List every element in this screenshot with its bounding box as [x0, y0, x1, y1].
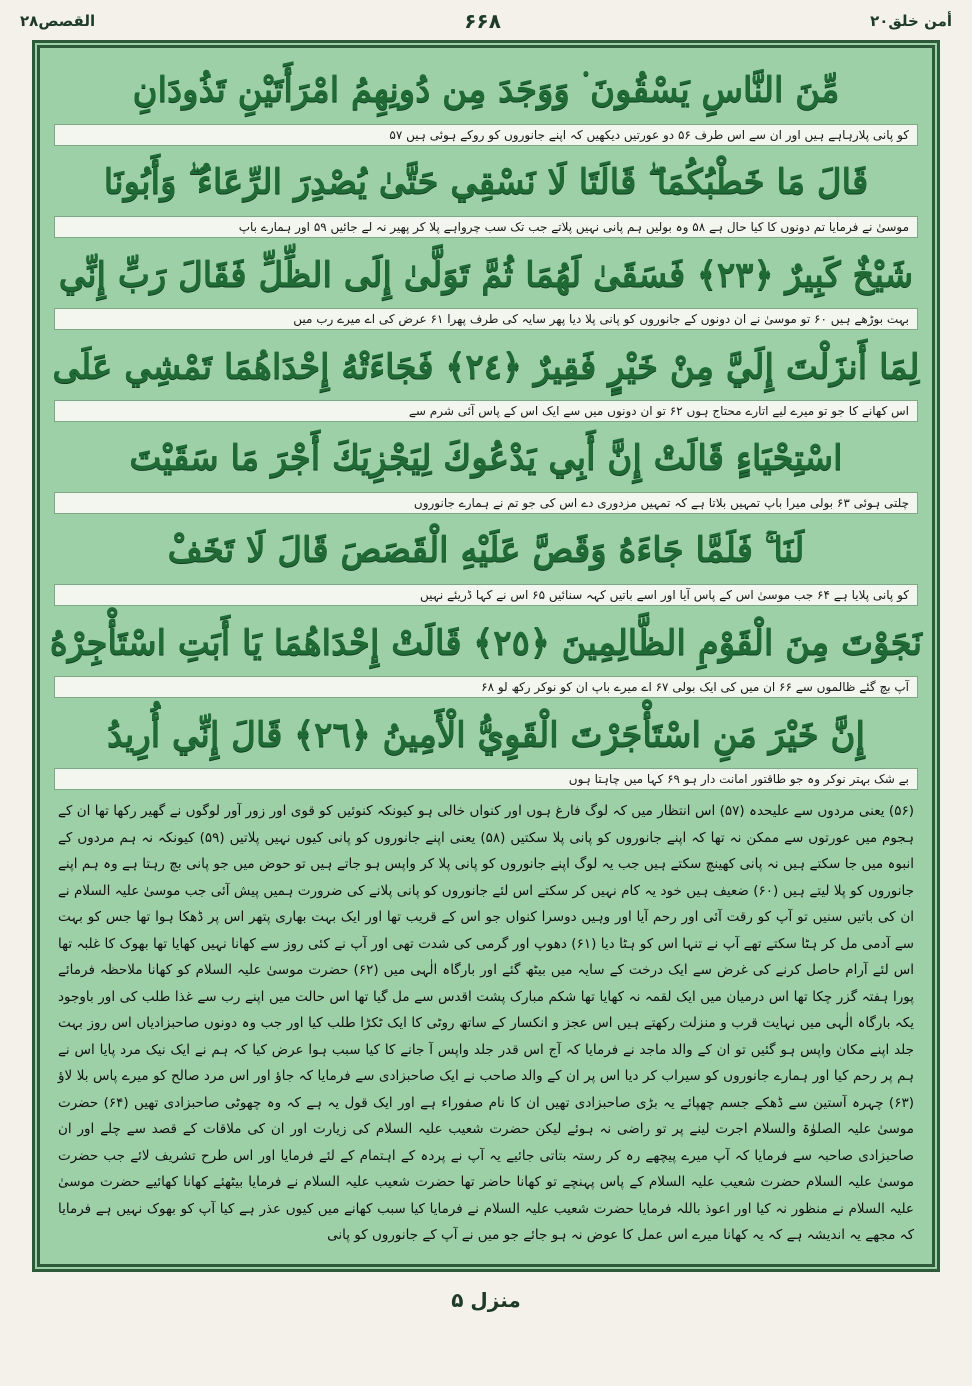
- translation-line: کو پانی پلارہاہے ہیں اور ان سے اس طرف ۵۶ دو عورتیں دیکھیں کہ اپنے جانوروں کو روکے ہوئی ہیں ۵۷: [54, 124, 918, 146]
- page-number: ۶۶۸: [464, 9, 501, 33]
- manzil-label: منزل ۵: [451, 1288, 521, 1312]
- header-right-label: أمن خلق۲۰: [870, 12, 952, 30]
- ayah-line: شَيْخٌ كَبِيرٌ ﴿٢٣﴾ فَسَقَىٰ لَهُمَا ثُمَّ تَوَلَّىٰ إِلَى الظِّلِّ فَقَالَ رَبِّ إِنِّي: [58, 254, 914, 295]
- commentary-text: (۵۶) یعنی مردوں سے علیحدہ (۵۷) اس انتظار میں کہ لوگ فارغ ہوں اور کنواں خالی ہو کیونکہ کنوئیں کو قوی اور زور آور لوگوں نے گھیر رکھا تھا ان کے ہجوم میں عورتوں سے ممکن نہ تھا کہ اپنے جانوروں کو پانی پلا سکتیں (۵۸) یعنی اپنے جانوروں کو پانی کیوں نہیں پلاتیں (۵۹) کیونکہ نہ ہم مردوں کے انبوہ میں جا سکتے ہیں نہ پانی کھینچ سکتے ہیں جب یہ لوگ اپنے جانوروں کو پانی پلا کر واپس ہو جاتے ہیں تو حوض میں جو پانی بچ رہتا ہے وہ ہم اپنے جانوروں کو پلا لیتے ہیں (۶۰) ضعیف ہیں خود یہ کام نہیں کر سکتے اس لئے جانوروں کو پانی پلانے کی ضرورت ہمیں پیش آئی جب موسیٰ علیہ السلام نے ان کی باتیں سنیں تو آپ کو رقت آئی اور رحم آیا اور وہیں دوسرا کنواں جو اس کے قریب تھا اور ایک بہت بھاری پتھر اس پر ڈھکا ہوا تھا جس کو بہت سے آدمی مل کر ہٹا سکتے تھے آپ نے تنہا اس کو ہٹا دیا (۶۱) دھوپ اور گرمی کی شدت تھی اور آپ نے کئی روز سے کھانا نہیں کھایا تھا بھوک کا غلبہ تھا اس لئے آرام حاصل کرنے کی غرض سے ایک درخت کے سایہ میں بیٹھ گئے اور بارگاہ الٰہی میں (۶۲) حضرت موسیٰ علیہ السلام کو کھانا ملاحظہ فرمائے پورا ہفتہ گزر چکا تھا اس درمیان میں ایک لقمہ نہ کھایا تھا شکم مبارک پشت اقدس سے مل گیا تھا اس حالت میں اپنے رب سے غذا طلب کی اور باوجود یکہ بارگاہ الٰہی میں نہایت قرب و منزلت رکھتے ہیں اس عجز و انکسار کے ساتھ روٹی کا ایک ٹکڑا طلب کیا اور جب وہ دونوں صاحبزادیاں اس روز بہت جلد اپنے مکان واپس ہو گئیں تو ان کے والد ماجد نے فرمایا کہ آج اس قدر جلد واپس آ جانے کا کیا سبب ہوا عرض کیا کہ ہم نے ایک نیک مرد پایا اس نے ہم پر رحم کیا اور ہمارے جانوروں کو سیراب کر دیا اس پر ان کے والد صاحب نے ایک صاحبزادی سے فرمایا کہ جاؤ اور اس مرد صالح کو میرے پاس بلا لاؤ (۶۳) چہرہ آستین سے ڈھکے جسم چھپائے یہ بڑی صاحبزادی تھیں ان کا نام صفوراء ہے اور ایک قول یہ ہے کہ وہ چھوٹی صاحبزادی تھیں (۶۴) حضرت موسیٰ علیہ الصلوٰۃ والسلام اجرت لینے پر تو راضی نہ ہوئے لیکن حضرت شعیب علیہ السلام کی زیارت اور ان کی ملاقات کے قصد سے چلے اور ان صاحبزادی صاحبہ سے فرمایا کہ آپ میرے پیچھے رہ کر رستہ بتاتی جائیے یہ آپ نے پردہ کے اہتمام کے لئے فرمایا اور اس طرح تشریف لائے جب حضرت موسیٰ علیہ السلام حضرت شعیب علیہ السلام کے پاس پہنچے تو کھانا حاضر تھا حضرت شعیب علیہ السلام نے فرمایا بیٹھئے کھانا کھائیے حضرت موسیٰ علیہ السلام نے منظور نہ کیا اور اعوذ باللہ فرمایا حضرت شعیب علیہ السلام نے فرمایا کیا سبب کھانے میں کیوں عذر ہے کیا آپ کو بھوک نہیں ہے فرمایا کہ مجھے یہ اندیشہ ہے کہ یہ کھانا میرے اس عمل کا عوض نہ ہو جائے جو میں نے آپ کے جانوروں کو پانی: [58, 803, 915, 1243]
- page-header: [20, 6, 952, 36]
- ayah-line: إِنَّ خَيْرَ مَنِ اسْتَأْجَرْتَ الْقَوِيُّ الْأَمِينُ ﴿٢٦﴾ قَالَ إِنِّي أُرِيدُ: [107, 714, 865, 755]
- translation-line: کو پانی پلایا ہے ۶۴ جب موسیٰ اس کے پاس آیا اور اسے باتیں کہہ سنائیں ۶۵ اس نے کہا ڈریئے نہیں: [54, 584, 918, 606]
- ayah-line: لَنَا ۚ فَلَمَّا جَاءَهُ وَقَصَّ عَلَيْهِ الْقَصَصَ قَالَ لَا تَخَفْ: [167, 530, 805, 570]
- translation-line: موسیٰ نے فرمایا تم دونوں کا کیا حال ہے ۵۸ وہ بولیں ہم پانی نہیں پلاتے جب تک سب چرواہے پلا کر پھیر نہ لے جائیں ۵۹ اور ہمارے باپ: [54, 216, 918, 238]
- verse-block: [49, 58, 923, 790]
- ayah-line: نَجَوْتَ مِنَ الْقَوْمِ الظَّالِمِينَ ﴿٢٥﴾ قَالَتْ إِحْدَاهُمَا يَا أَبَتِ اسْتَأْجِرْهُ: [49, 622, 923, 663]
- ayah-line: لِمَا أَنزَلْتَ إِلَيَّ مِنْ خَيْرٍ فَقِيرٌ ﴿٢٤﴾ فَجَاءَتْهُ إِحْدَاهُمَا تَمْشِي عَلَى: [52, 346, 920, 387]
- ayah-line: اسْتِحْيَاءٍ قَالَتْ إِنَّ أَبِي يَدْعُوكَ لِيَجْزِيَكَ أَجْرَ مَا سَقَيْتَ: [129, 438, 843, 478]
- page-frame: [32, 40, 940, 1272]
- translation-line: اس کھانے کا جو تو میرے لیے اتارے محتاج ہوں ۶۲ تو ان دونوں میں سے ایک اس کے پاس آئی شرم سے: [54, 400, 918, 422]
- ayah-line: مِّنَ النَّاسِ يَسْقُونَ ۬ وَوَجَدَ مِن دُونِهِمُ امْرَأَتَيْنِ تَذُودَانِ: [132, 70, 840, 110]
- translation-line: آپ بچ گئے ظالموں سے ۶۶ ان میں کی ایک بولی ۶۷ اے میرے باپ ان کو نوکر رکھ لو ۶۸: [54, 676, 918, 698]
- translation-line: چلتی ہوئی ۶۳ بولی میرا باپ تمہیں بلاتا ہے کہ تمہیں مزدوری دے اس کی جو تم نے ہمارے جانوروں: [54, 492, 918, 514]
- ayah-line: قَالَ مَا خَطْبُكُمَا ۖ قَالَتَا لَا نَسْقِي حَتَّىٰ يُصْدِرَ الرِّعَاءُ ۖ وَأَبُونَا: [103, 162, 869, 202]
- translation-line: بہت بوڑھے ہیں ۶۰ تو موسیٰ نے ان دونوں کے جانوروں کو پانی پلا دیا پھر سایہ کی طرف پھرا ۶۱ عرض کی اے میرے رب میں: [54, 308, 918, 330]
- header-left-label: القصص۲۸: [20, 12, 96, 30]
- translation-line: بے شک بہتر نوکر وہ جو طاقتور امانت دار ہو ۶۹ کہا میں چاہتا ہوں: [54, 768, 918, 790]
